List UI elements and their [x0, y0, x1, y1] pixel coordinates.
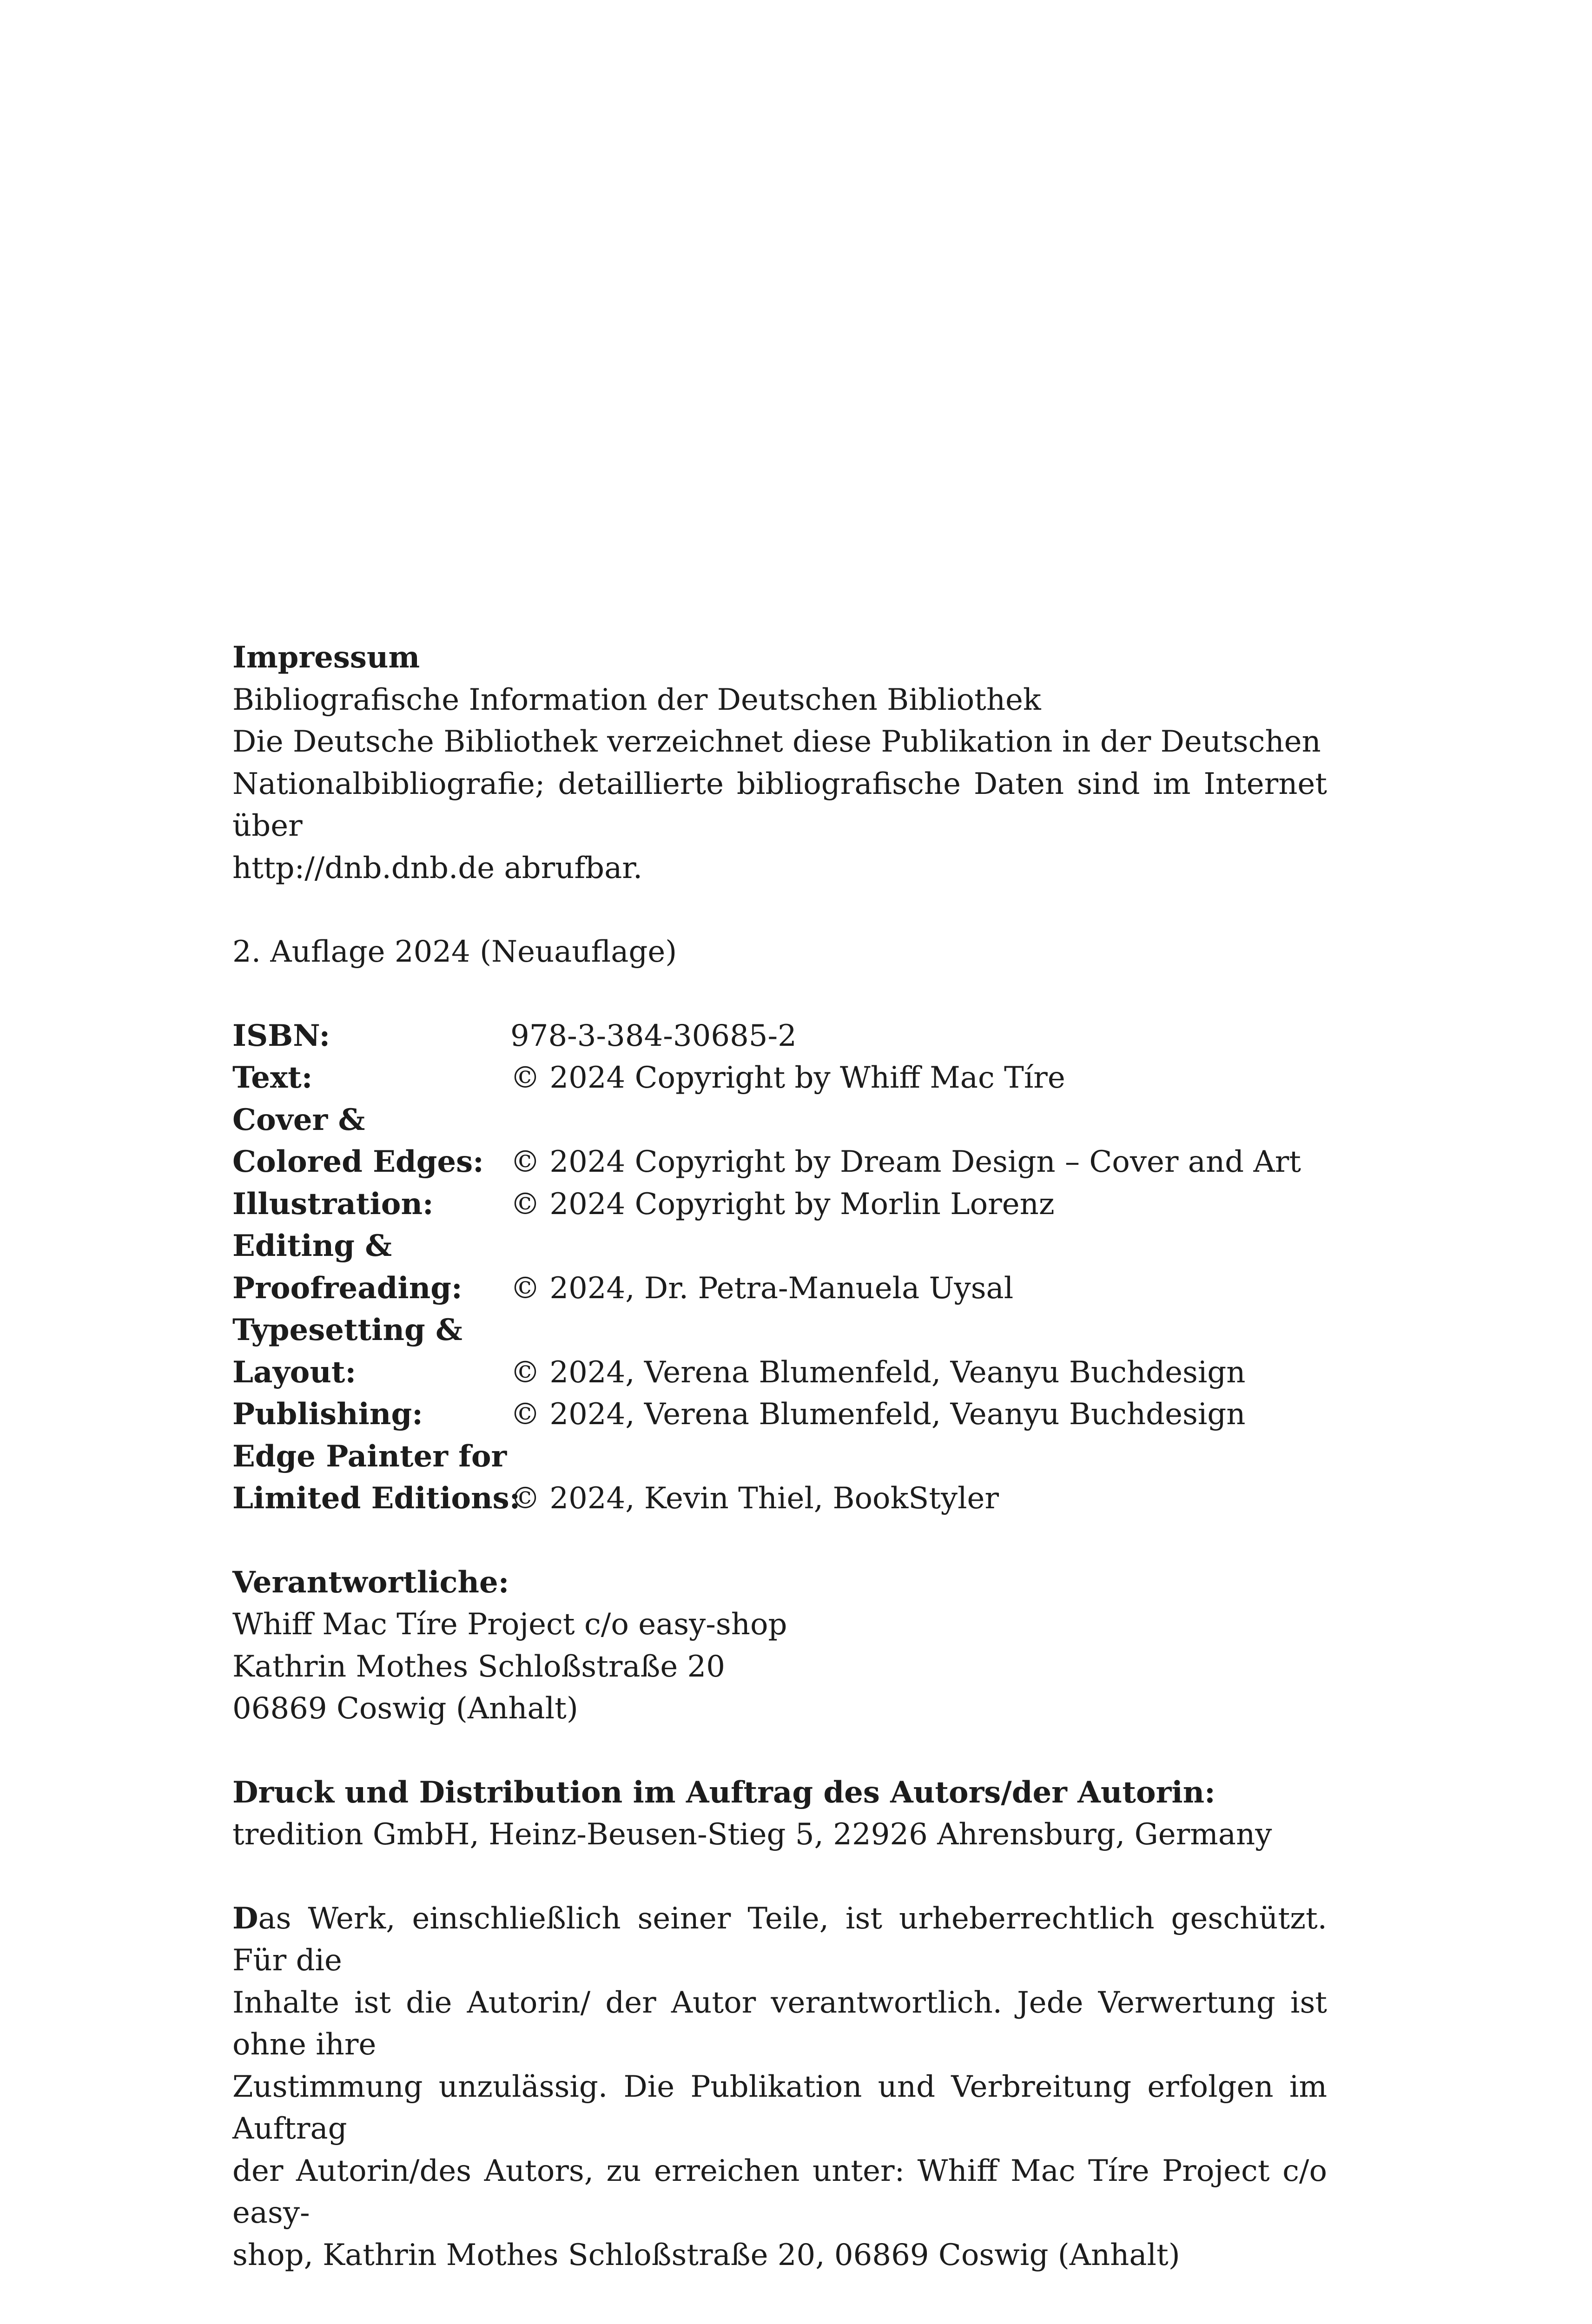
- credit-label: Layout:: [232, 1354, 357, 1390]
- credit-value: [510, 1225, 1327, 1268]
- credit-row: [232, 1268, 1327, 1310]
- credit-value: [510, 1099, 1327, 1142]
- credit-label: Illustration:: [232, 1186, 434, 1221]
- credit-label: Cover &: [232, 1102, 365, 1137]
- credit-value: © 2024, Verena Blumenfeld, Veanyu Buchdesign: [510, 1397, 1246, 1432]
- credit-value: © 2024 Copyright by Morlin Lorenz: [510, 1187, 1055, 1221]
- credit-row: [232, 1393, 1327, 1436]
- credit-row: [232, 1478, 1327, 1520]
- responsible-line-3: 06869 Coswig (Anhalt): [232, 1691, 578, 1726]
- credit-row: [232, 1309, 1327, 1352]
- dropcap-letter: D: [232, 1901, 258, 1936]
- credit-row: [232, 1352, 1327, 1394]
- credit-row: [232, 1141, 1327, 1183]
- responsible-line-2: Kathrin Mothes Schloßstraße 20: [232, 1649, 725, 1684]
- copyright-notice-line-5: shop, Kathrin Mothes Schloßstraße 20, 06869 Coswig (Anhalt): [232, 2238, 1180, 2272]
- credit-label: ISBN:: [232, 1018, 330, 1053]
- responsible-line-1: Whiff Mac Tíre Project c/o easy-shop: [232, 1607, 787, 1642]
- credit-label: Proofreading:: [232, 1270, 462, 1306]
- credit-value: [510, 1436, 1327, 1478]
- copyright-notice-line-2: Inhalte ist die Autorin/ der Autor verantwortlich. Jede Verwertung ist ohne ihre: [232, 1985, 1327, 2062]
- credit-label: Text:: [232, 1060, 313, 1095]
- credit-row: [232, 1099, 1327, 1142]
- dnb-paragraph-line-1: Die Deutsche Bibliothek verzeichnet diese Publikation in der Deutschen: [232, 725, 1321, 759]
- credit-label: Limited Editions:: [232, 1481, 521, 1516]
- credit-label: Publishing:: [232, 1397, 423, 1432]
- credits-table: [232, 1015, 1327, 1520]
- credit-row: [232, 1057, 1327, 1099]
- credit-value: © 2024 Copyright by Whiff Mac Tíre: [510, 1061, 1065, 1095]
- credit-row: [232, 1183, 1327, 1226]
- dnb-paragraph-line-3: http://dnb.dnb.de abrufbar.: [232, 851, 643, 885]
- credit-label: Edge Painter for: [232, 1439, 507, 1474]
- credit-label: Editing &: [232, 1228, 392, 1263]
- bibliographic-info-heading: Bibliografische Information der Deutschen Bibliothek: [232, 682, 1041, 717]
- credit-label: Colored Edges:: [232, 1144, 484, 1179]
- distribution-heading: Druck und Distribution im Auftrag des Autors/der Autorin:: [232, 1775, 1215, 1810]
- credit-row: [232, 1225, 1327, 1268]
- imprint-page: [232, 637, 1327, 2276]
- copyright-notice-line-1: [232, 1898, 1327, 1982]
- credit-row: [232, 1015, 1327, 1057]
- edition-line: 2. Auflage 2024 (Neuauflage): [232, 935, 677, 969]
- copyright-notice-line-3: Zustimmung unzulässig. Die Publikation und Verbreitung erfolgen im Auftrag: [232, 2069, 1327, 2146]
- credit-value: © 2024 Copyright by Dream Design – Cover and Art: [510, 1145, 1301, 1179]
- credit-value: © 2024, Kevin Thiel, BookStyler: [510, 1481, 999, 1516]
- copyright-notice-line-4: der Autorin/des Autors, zu erreichen unter: Whiff Mac Tíre Project c/o easy-: [232, 2153, 1327, 2230]
- impressum-heading: Impressum: [232, 640, 420, 675]
- credit-label: Typesetting &: [232, 1313, 462, 1347]
- credit-row: [232, 1436, 1327, 1478]
- distribution-address: tredition GmbH, Heinz-Beusen-Stieg 5, 22926 Ahrensburg, Germany: [232, 1817, 1272, 1852]
- copyright-notice-line-1-text: as Werk, einschließlich seiner Teile, ist urheberrechtlich geschützt. Für die: [232, 1901, 1327, 1978]
- responsible-heading: Verantwortliche:: [232, 1565, 509, 1600]
- credit-value: © 2024, Dr. Petra-Manuela Uysal: [510, 1271, 1014, 1306]
- credit-value: © 2024, Verena Blumenfeld, Veanyu Buchdesign: [510, 1355, 1246, 1390]
- credit-value: 978-3-384-30685-2: [510, 1018, 797, 1053]
- credit-value: [510, 1309, 1327, 1352]
- dnb-paragraph-line-2: Nationalbibliografie; detaillierte bibliografische Daten sind im Internet über: [232, 766, 1327, 843]
